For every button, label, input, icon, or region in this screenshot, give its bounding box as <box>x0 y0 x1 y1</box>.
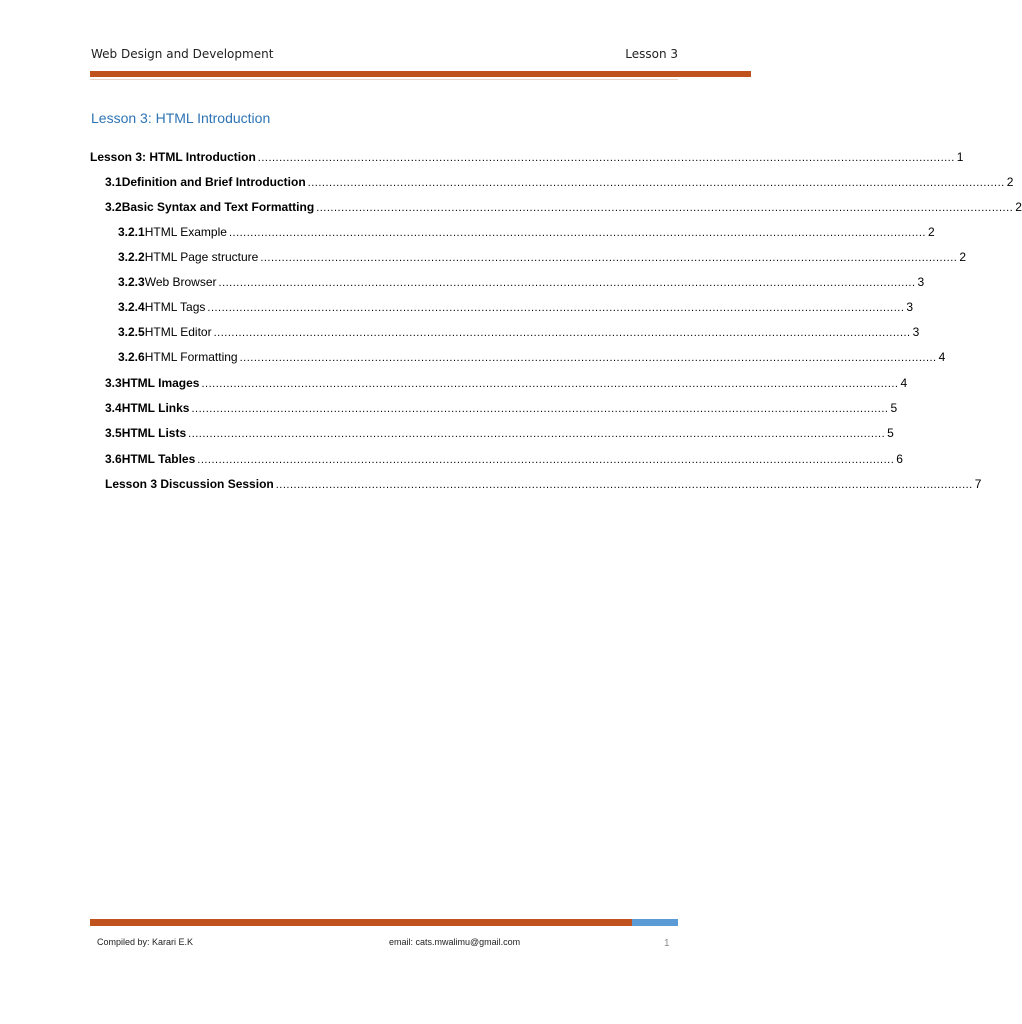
toc-entry[interactable] <box>118 274 925 290</box>
header-divider-shadow <box>90 79 678 80</box>
toc-entry-label: HTML Editor <box>144 325 212 339</box>
header-course-title: Web Design and Development <box>91 47 274 61</box>
toc-entry-label: HTML Formatting <box>144 350 238 364</box>
toc-entry-page: 2 <box>1015 200 1022 214</box>
toc-entry-label: HTML Tags <box>144 300 206 314</box>
toc-entry-number: 3.2.5 <box>118 325 145 339</box>
toc-entry-page: 4 <box>900 376 908 390</box>
toc-entry-page: 7 <box>974 477 982 491</box>
toc-entry[interactable] <box>105 400 898 416</box>
toc-leader-dots: .................................................................................................................................................................................................... <box>191 403 889 415</box>
toc-entry-label: Web Browser <box>144 275 217 289</box>
toc-entry-label: Definition and Brief Introduction <box>121 175 306 189</box>
toc-entry-page: 5 <box>890 401 898 415</box>
toc-leader-dots: .................................................................................................................................................................................................... <box>316 202 1014 214</box>
toc-entry-page: 1 <box>956 150 964 164</box>
toc-entry-page: 5 <box>887 426 894 440</box>
toc-entry[interactable] <box>105 451 903 467</box>
toc-entry-label: HTML Page structure <box>144 250 259 264</box>
footer-divider-accent <box>632 919 678 926</box>
toc-entry[interactable] <box>118 324 920 340</box>
toc-entry[interactable] <box>105 199 1022 215</box>
toc-entry[interactable] <box>90 149 964 165</box>
toc-entry[interactable] <box>105 375 908 391</box>
toc-entry-number: 3.2.1 <box>118 225 145 239</box>
footer-divider <box>90 919 632 926</box>
toc-entry-number: 3.1 <box>105 175 122 189</box>
toc-entry-label: HTML Lists <box>121 426 187 440</box>
toc-leader-dots: .................................................................................................................................................................................................... <box>307 177 1005 189</box>
toc-leader-dots: .................................................................................................................................................................................................... <box>257 152 955 164</box>
document-title: Lesson 3: HTML Introduction <box>91 110 271 126</box>
toc-entry[interactable] <box>105 174 1014 190</box>
footer-email: email: cats.mwalimu@gmail.com <box>389 937 521 947</box>
toc-leader-dots: .................................................................................................................................................................................................... <box>213 327 911 339</box>
toc-entry-page: 3 <box>917 275 925 289</box>
toc-entry-number: 3.2 <box>105 200 122 214</box>
toc-entry-number: 3.2.6 <box>118 350 145 364</box>
toc-entry-page: 3 <box>906 300 914 314</box>
toc-entry-label: HTML Images <box>121 376 200 390</box>
toc-leader-dots: .................................................................................................................................................................................................... <box>275 479 973 491</box>
toc-leader-dots: .................................................................................................................................................................................................... <box>228 227 926 239</box>
toc-entry-page: 2 <box>959 250 967 264</box>
toc-entry-label: HTML Example <box>144 225 227 239</box>
header-divider <box>90 71 751 77</box>
toc-entry[interactable] <box>105 476 982 492</box>
toc-entry-label: Lesson 3: HTML Introduction <box>90 150 256 164</box>
toc-leader-dots: .................................................................................................................................................................................................... <box>260 252 958 264</box>
toc-entry-number: 3.2.2 <box>118 250 145 264</box>
footer-page-number: 1 <box>664 938 670 949</box>
footer-compiled-by: Compiled by: Karari E.K <box>97 937 194 947</box>
toc-entry-number: 3.5 <box>105 426 122 440</box>
toc-leader-dots: .................................................................................................................................................................................................... <box>188 428 886 440</box>
toc-entry-number: 3.6 <box>105 452 122 466</box>
toc-entry-page: 6 <box>896 452 903 466</box>
toc-leader-dots: .................................................................................................................................................................................................... <box>197 454 895 466</box>
toc-entry[interactable] <box>118 249 967 265</box>
toc-entry-page: 2 <box>1006 175 1014 189</box>
toc-entry-number: 3.4 <box>105 401 122 415</box>
toc-entry-number: 3.2.4 <box>118 300 145 314</box>
toc-entry-page: 3 <box>912 325 920 339</box>
toc-entry-page: 4 <box>938 350 946 364</box>
toc-leader-dots: .................................................................................................................................................................................................... <box>201 378 899 390</box>
toc-leader-dots: .................................................................................................................................................................................................... <box>218 277 916 289</box>
toc-entry[interactable] <box>118 349 946 365</box>
toc-entry-number: 3.2.3 <box>118 275 145 289</box>
toc-entry-label: HTML Links <box>121 401 190 415</box>
toc-entry-label: Basic Syntax and Text Formatting <box>121 200 315 214</box>
toc-entry-number: 3.3 <box>105 376 122 390</box>
toc-leader-dots: .................................................................................................................................................................................................... <box>207 302 905 314</box>
toc-entry-label: HTML Tables <box>121 452 196 466</box>
toc-leader-dots: .................................................................................................................................................................................................... <box>239 352 937 364</box>
toc-entry[interactable] <box>105 425 894 441</box>
toc-entry[interactable] <box>118 299 914 315</box>
toc-entry-label: Lesson 3 Discussion Session <box>105 477 274 491</box>
header-lesson-label: Lesson 3 <box>625 47 678 61</box>
toc-entry[interactable] <box>118 224 935 240</box>
toc-entry-page: 2 <box>927 225 935 239</box>
